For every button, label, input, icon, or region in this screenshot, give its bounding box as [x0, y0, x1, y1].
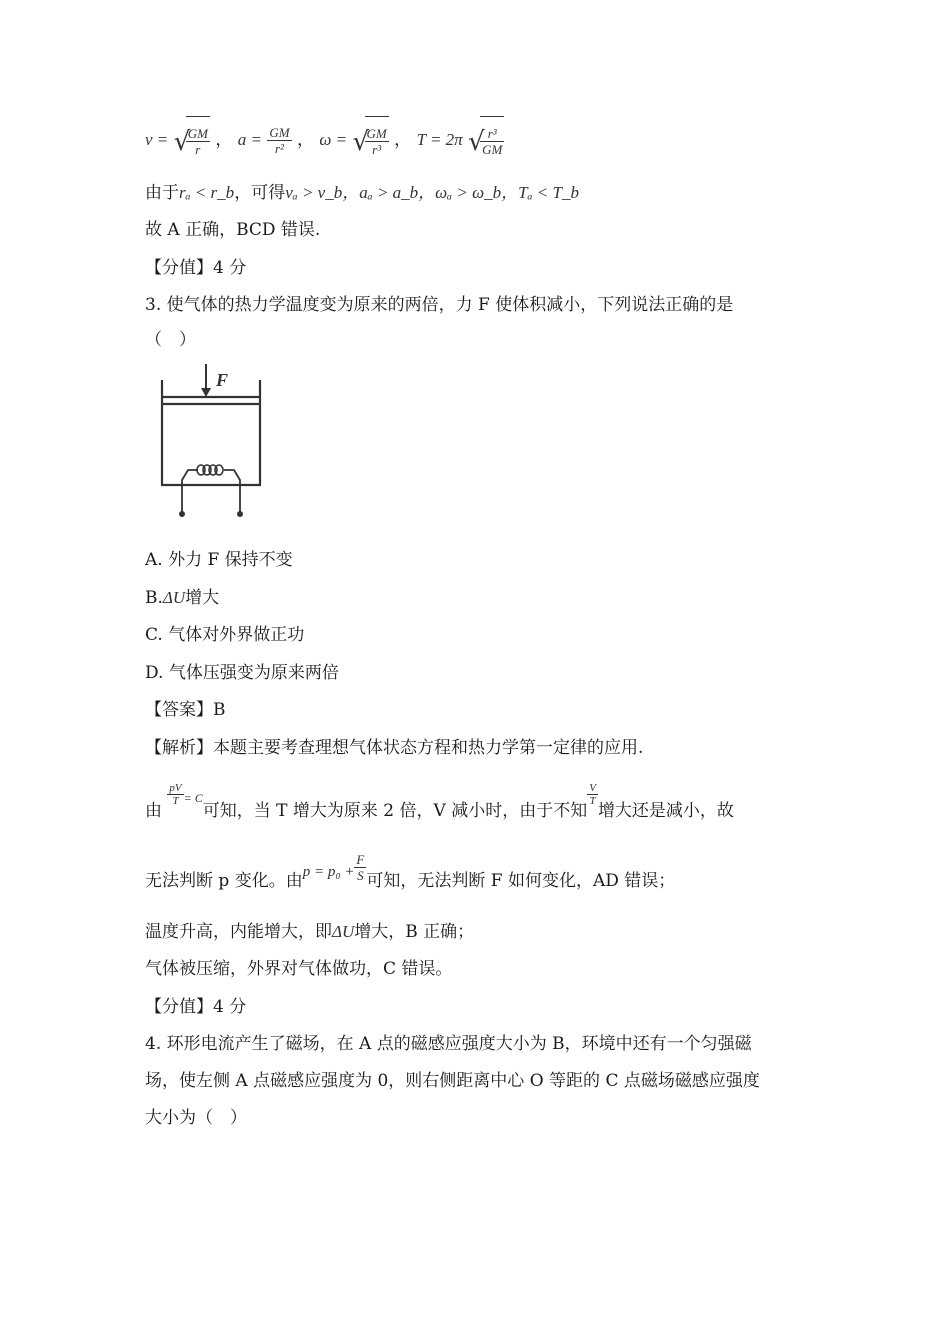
- question-3-stem: 3. 使气体的热力学温度变为原来的两倍，力 F 使体积减小，下列说法正确的是: [145, 295, 734, 315]
- score-label: 【分值】4 分: [145, 258, 247, 278]
- terminal-left: [179, 511, 185, 517]
- frac-v-t: $\frac{V}{T}$: [589, 782, 596, 807]
- coil-lead-right: [224, 470, 240, 514]
- frac-pv-t: $\frac{pV}{T}$: [169, 782, 182, 807]
- option-b: B.ΔU增大: [145, 588, 220, 608]
- frac-gm-r2: $\frac{GM}{\text{r²}}$: [269, 125, 290, 156]
- delta-u: ΔU: [162, 588, 186, 607]
- option-d: D. 气体压强变为原来两倍: [145, 663, 339, 683]
- analysis-line-4: 气体被压缩，外界对气体做功，C 错误。: [145, 959, 453, 979]
- formula-a: a =: [237, 130, 262, 149]
- frac-f-s: $\frac{F}{S}$: [356, 852, 365, 883]
- analysis-line-3: 温度升高，内能增大，即ΔU增大，B 正确；: [145, 922, 475, 942]
- option-c: C. 气体对外界做正功: [145, 625, 305, 645]
- sqrt-r3-gm: √ $\frac{\text{r³}}{GM}$: [468, 116, 504, 165]
- sqrt-gm-r: √ $\frac{GM}{r}$: [174, 116, 210, 165]
- answer-label: 【答案】B: [145, 700, 226, 720]
- delta-u-2: ΔU: [332, 922, 355, 941]
- analysis-line-2: 无法判断 p 变化。由p = p₀ + $\frac{F}{S}$ 可知，无法判断 F 如何变化，AD 错误；: [145, 852, 676, 891]
- sqrt-gm-r3: √ $\frac{GM}{\text{r³}}$: [353, 116, 389, 165]
- formula-line-1: v = √ $\frac{GM}{r}$ ， a = $\frac{GM}{\text{r²}}$ ， ω = √ $\frac{GM}{\text{r³}}$ ， T = 2π √ $\frac{\text{r³}}{GM}$: [145, 116, 504, 164]
- coil-lead-left: [182, 470, 198, 514]
- piston-cylinder-figure: [150, 362, 270, 522]
- force-label: F: [216, 370, 229, 390]
- condition-r: rₐ < r_b: [179, 183, 235, 202]
- result-relations: vₐ > v_b，aₐ > a_b，ωₐ > ω_b，Tₐ < T_b: [285, 183, 579, 202]
- formula-omega: ω =: [319, 130, 348, 149]
- analysis-intro: 【解析】本题主要考查理想气体状态方程和热力学第一定律的应用.: [145, 738, 644, 758]
- terminal-right: [237, 511, 243, 517]
- formula-line-2: 由于rₐ < r_b，可得vₐ > v_b，aₐ > a_b，ωₐ > ω_b，Tₐ < T_b: [145, 183, 579, 203]
- conclusion-text: 故 A 正确，BCD 错误.: [145, 220, 321, 240]
- question-4-line-1: 4. 环形电流产生了磁场，在 A 点的磁感应强度大小为 B，环境中还有一个匀强磁: [145, 1034, 752, 1054]
- formula-v: v =: [145, 130, 169, 149]
- analysis-line-1: 由 $\frac{pV}{T}$ $^{= C}$可知，当 T 增大为原来 2 倍，V 减小时，由于不知 $\frac{V}{T}$ 增大还是减小，故: [145, 782, 734, 821]
- question-3-paren: （ ）: [145, 330, 196, 350]
- score-label-2: 【分值】4 分: [145, 997, 247, 1017]
- question-4-line-3: 大小为（ ）: [145, 1108, 247, 1128]
- heating-coil-icon: [197, 465, 223, 475]
- option-a: A. 外力 F 保持不变: [145, 550, 293, 570]
- formula-T: T = 2π: [416, 130, 463, 149]
- question-4-line-2: 场，使左侧 A 点磁感应强度为 0，则右侧距离中心 O 等距的 C 点磁场磁感应强度: [145, 1071, 760, 1091]
